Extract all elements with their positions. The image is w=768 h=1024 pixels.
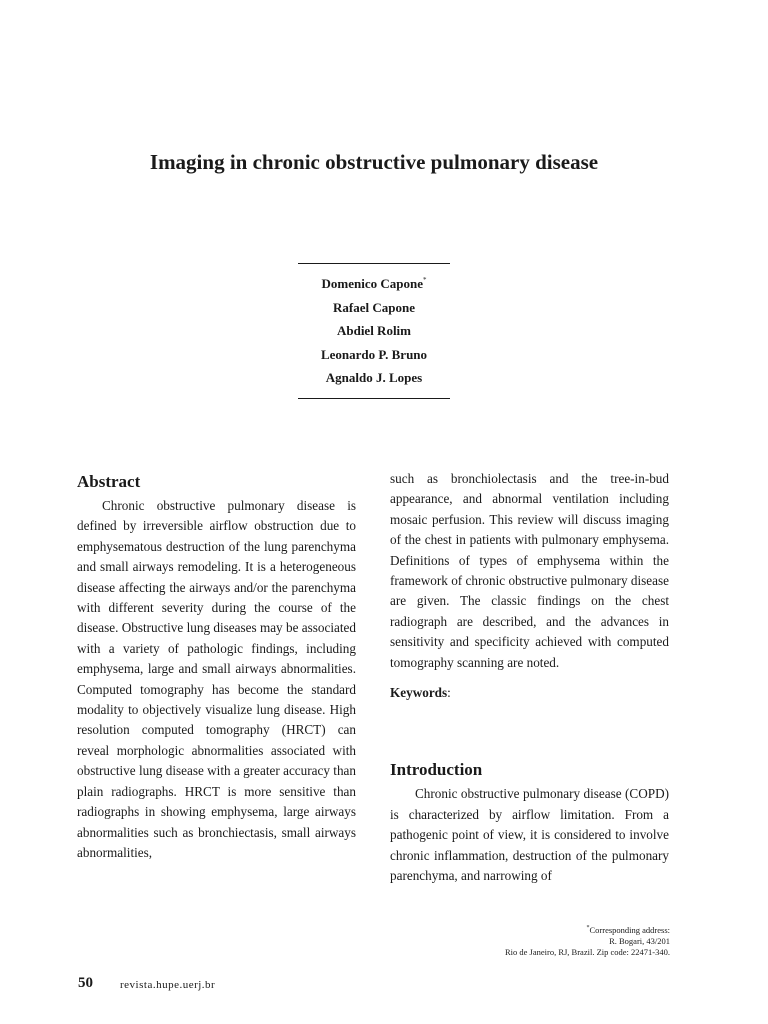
author-item: Leonardo P. Bruno [320, 346, 428, 362]
corresponding-address: *Corresponding address: R. Bogari, 43/201 Rio de Janeiro, RJ, Brazil. Zip code: 22471-340. [504, 924, 670, 957]
author-list [248, 272, 500, 390]
introduction-heading: Introduction [390, 760, 483, 780]
journal-site: revista.hupe.uerj.br [120, 979, 216, 991]
author-item: Rafael Capone [333, 299, 415, 315]
abstract-heading: Abstract [77, 472, 141, 491]
right-column [390, 469, 669, 887]
abstract-text-part2: such as bronchiolectasis and the tree-in-bud appearance, and abnormal ventilation including mosaic perfusion. This review will discuss imaging of the chest in patients with pulmonary emphysema. Definitions of types of emphysema within the framework of chronic obstructive pulmonary disease are given. The classic findings on the chest radiograph are described, and the advances in sensitivity and specificity achieved with computed tomography scanning are noted. [390, 471, 669, 670]
authors-top-rule [298, 263, 450, 264]
keywords-line: Keywords: [390, 685, 451, 701]
author-item: Domenico Capone* [321, 276, 427, 291]
author-item: Abdiel Rolim [336, 323, 412, 338]
page-number: 50 [78, 975, 93, 991]
authors-bottom-rule [298, 398, 450, 399]
author-item: Agnaldo J. Lopes [325, 370, 423, 385]
abstract-text-part1: Chronic obstructive pulmonary disease is defined by irreversible airflow obstruction due to emphysematous destruction of the lung parenchyma and small airways remodeling. It is a heterogeneous disease affecting the airways and/or the parenchyma with different severity during the course of the disease. Obstructive lung diseases may be associated with a variety of pathologic findings, including emphysema, large and small airways abnormalities. Computed tomography has become the standard modality to objectively visualize lung disease. High resolution computed tomography (HRCT) can reveal morphologic abnormalities associated with obstructive lung disease with a greater accuracy than plain radiographs. HRCT is more sensitive than radiographs in showing emphysema, large airways abnormalities such as bronchiectasis, small airways abnormalities, [77, 498, 356, 860]
introduction-text: Chronic obstructive pulmonary disease (COPD) is characterized by airflow limitation. From a pathogenic point of view, it is considered to involve chronic inflammation, destruction of the pulmonary parenchyma, and narrowing of [390, 786, 669, 884]
article-title: Imaging in chronic obstructive pulmonary disease [149, 150, 599, 174]
left-column [77, 468, 356, 863]
